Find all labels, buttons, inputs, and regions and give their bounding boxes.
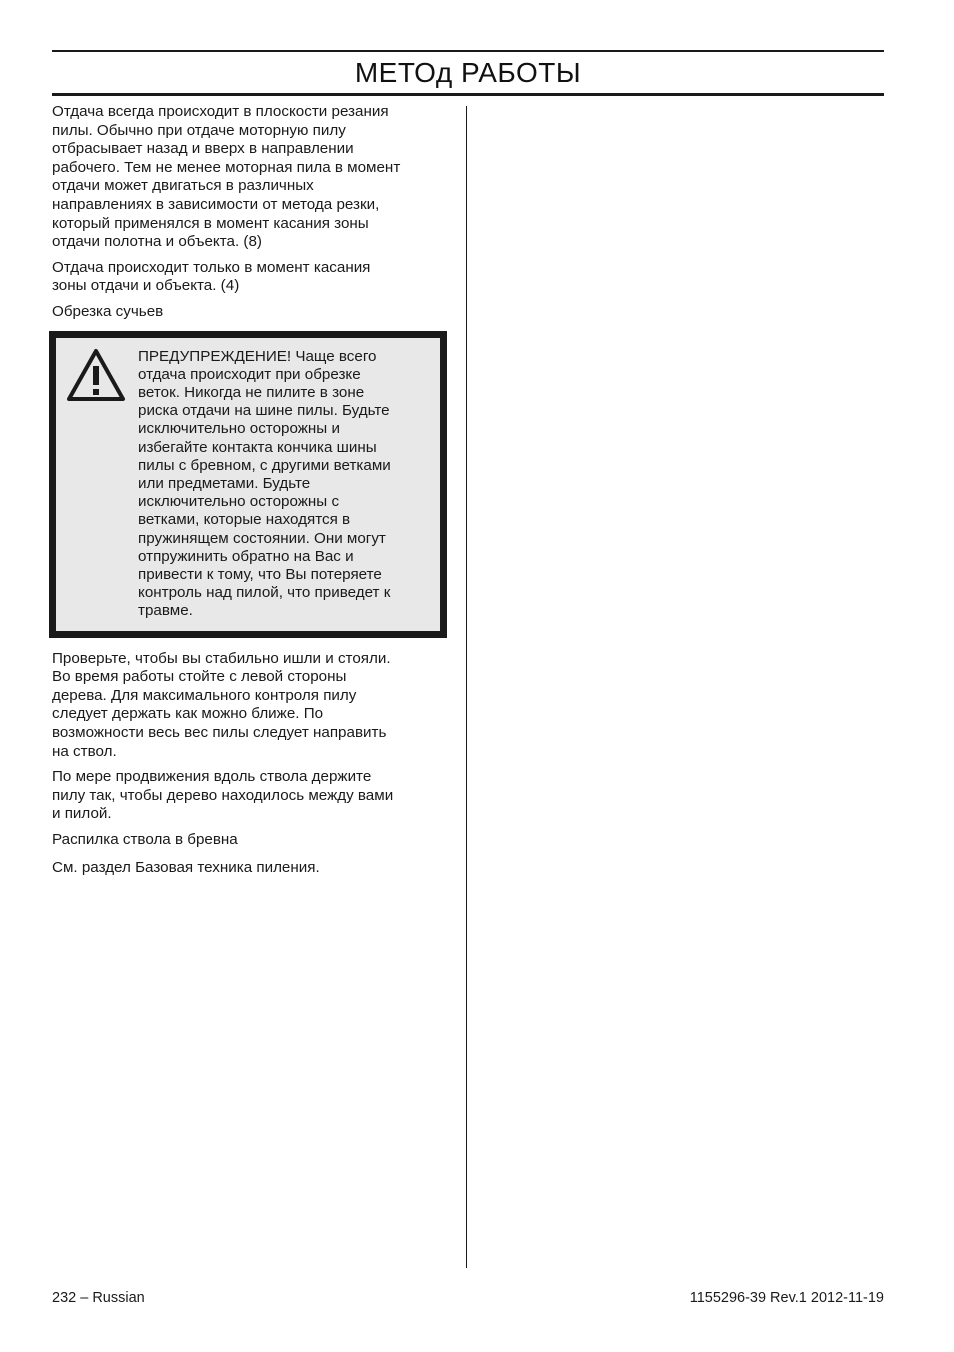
warning-box	[49, 331, 447, 638]
paragraph-stance: Проверьте, чтобы вы стабильно ишли и стояли. Во время работы стойте с левой стороны дерева. Для максимального контроля пилу следует держать как можно ближе. По возможности весь вес пилы следует направить на ствол.	[52, 649, 391, 760]
warning-triangle-icon	[66, 348, 126, 402]
title-rule	[52, 93, 884, 96]
footer-document-reference: 1155296-39 Rev.1 2012-11-19	[689, 1290, 884, 1306]
warning-text: ПРЕДУПРЕЖДЕНИЕ! Чаще всего отдача происходит при обрезке веток. Никогда не пилите в зоне риска отдачи на шине пилы. Будьте исключительно осторожны и избегайте контакта кончика шины пилы с бревном, с другими ветками или предметами. Будьте исключительно осторожны с ветками, которые находятся в пружинящем состоянии. Они могут отпружинить обратно на Вас и привести к тому, что Вы потеряете контроль над пилой, что приведет к травме.	[138, 347, 391, 620]
section-heading-limbing: Обрезка сучьев	[52, 302, 164, 320]
column-divider	[466, 106, 467, 1268]
paragraph-trunk-between: По мере продвижения вдоль ствола держите пилу так, чтобы дерево находилось между вами и пилой.	[52, 768, 394, 823]
top-rule	[52, 50, 884, 52]
paragraph-see-basic: См. раздел Базовая техника пиления.	[52, 858, 320, 876]
page-title: МЕТОд РАБОТЫ	[354, 57, 582, 88]
footer-page-number: 232 – Russian	[52, 1290, 145, 1306]
paragraph-kickback-zone: Отдача происходит только в момент касания зоны отдачи и объекта. (4)	[52, 258, 371, 295]
paragraph-kickback-plane: Отдача всегда происходит в плоскости резания пилы. Обычно при отдаче моторную пилу отбрасывает назад и вверх в направлении рабочего. Тем не менее моторная пила в момент отдачи может двигаться в различных направлениях в зависимости от метода резки, который применялся в момент касания зоны отдачи полотна и объекта. (8)	[52, 103, 401, 251]
section-heading-bucking: Распилка ствола в бревна	[52, 830, 238, 848]
left-column	[52, 103, 452, 884]
